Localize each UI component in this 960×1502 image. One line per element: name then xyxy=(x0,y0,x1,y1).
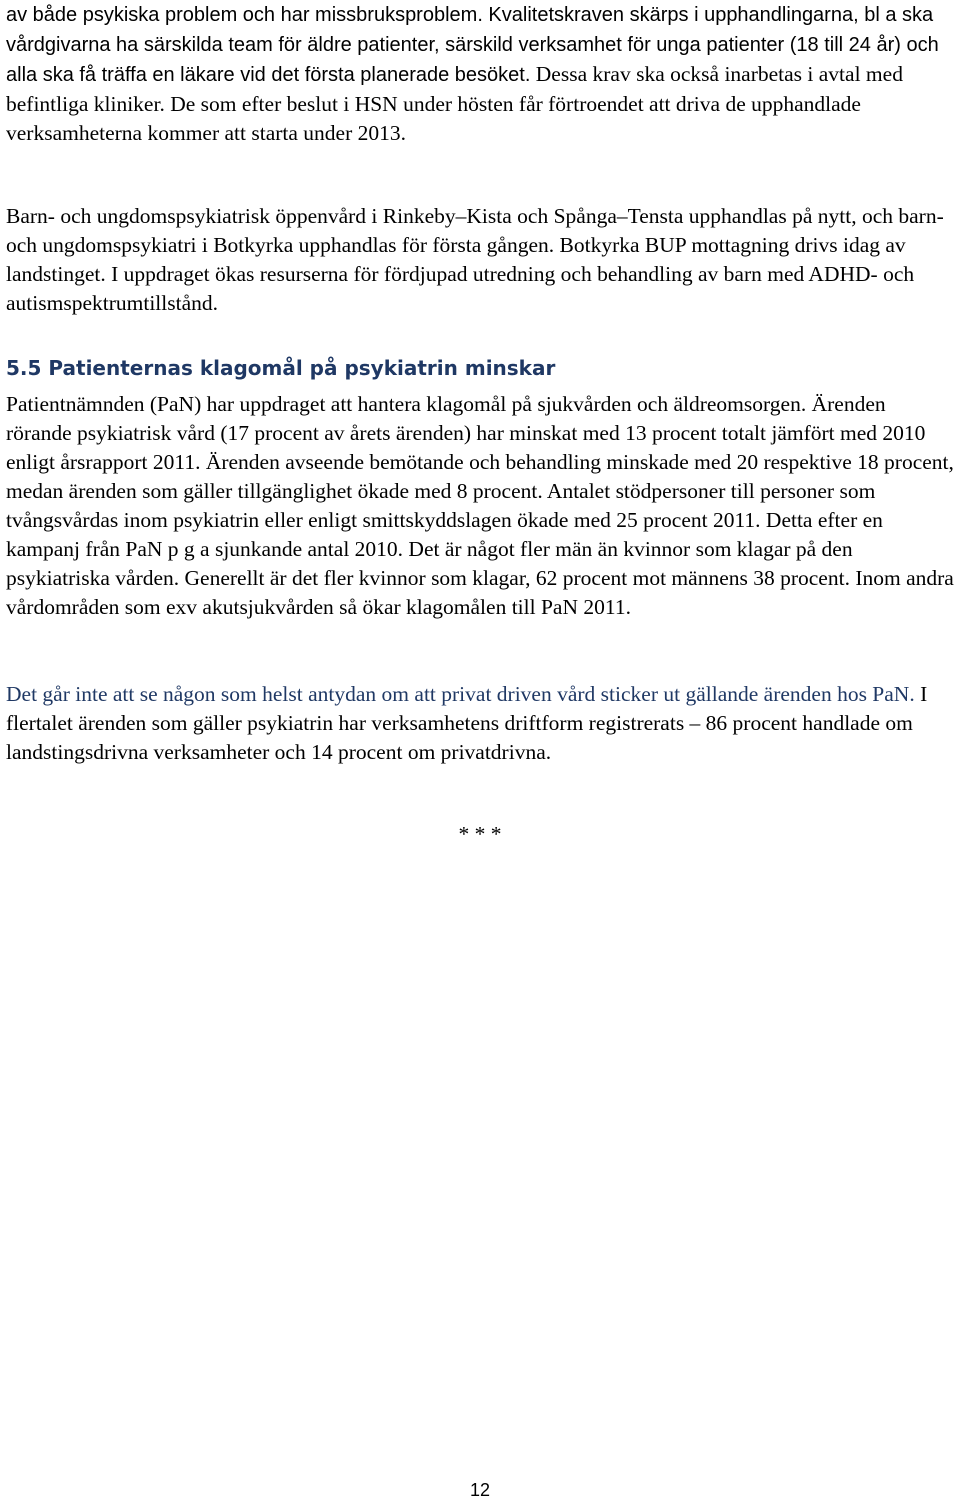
paragraph-continuation-text: I flertalet ärenden som gäller psykiatrin har verksamhetens driftform registrerats – 86 procent handlade om landstingsdrivna verksamheter och 14 procent om privatdrivna. xyxy=(6,682,928,764)
paragraph-privat-vard xyxy=(6,680,954,767)
section-separator: * * * xyxy=(458,822,502,846)
section-heading: 5.5 Patienternas klagomål på psykiatrin minskar xyxy=(6,356,556,380)
paragraph-bup-upphandling: Barn- och ungdomspsykiatrisk öppenvård i Rinkeby–Kista och Spånga–Tensta upphandlas på nytt, och barn- och ungdomspsykiatri i Botkyrka upphandlas för första gången. Botkyrka BUP mottagning drivs idag av landstinget. I uppdraget ökas resurserna för fördjupad utredning och behandling av barn med ADHD- och autismspektrumtillstånd. xyxy=(6,204,944,315)
paragraph-upphandling-kvalitet xyxy=(6,0,954,148)
highlighted-sentence: Det går inte att se någon som helst antydan om att privat driven vård sticker ut gällande ärenden hos PaN. xyxy=(6,682,915,706)
paragraph-lead-text: av både psykiska problem och har missbruksproblem. Kvalitetskraven skärps i upphandlingarna, bl a ska vårdgivarna ha särskilda team för äldre patienter, särskild verksamhet för unga patienter (18 till 24 år) och alla ska få träffa en läkare vid det första planerade besöket. xyxy=(6,4,939,86)
page-number: 12 xyxy=(469,1480,491,1500)
paragraph-continuation-text: Dessa krav ska också inarbetas i avtal med befintliga kliniker. De som efter beslut i HSN under hösten får förtroendet att driva de upphandlade verksamheterna kommer att starta under 2013. xyxy=(6,62,903,145)
paragraph-patientnamnden: Patientnämnden (PaN) har uppdraget att hantera klagomål på sjukvården och äldreomsorgen. Ärenden rörande psykiatrisk vård (17 procent av årets ärenden) har minskat med 13 procent totalt jämfört med 2010 enligt årsrapport 2011. Ärenden avseende bemötande och behandling minskade med 20 respektive 18 procent, medan ärenden som gäller tillgänglighet ökade med 8 procent. Antalet stödpersoner till personer som tvångsvårdas inom psykiatrin eller enligt smittskyddslagen ökade med 25 procent 2011. Detta efter en kampanj från PaN p g a sjunkande antal 2010. Det är något fler män än kvinnor som klagar på den psykiatriska vården. Generellt är det fler kvinnor som klagar, 62 procent mot männens 38 procent. Inom andra vårdområden som exv akutsjukvården så ökar klagomålen till PaN 2011. xyxy=(6,392,954,619)
